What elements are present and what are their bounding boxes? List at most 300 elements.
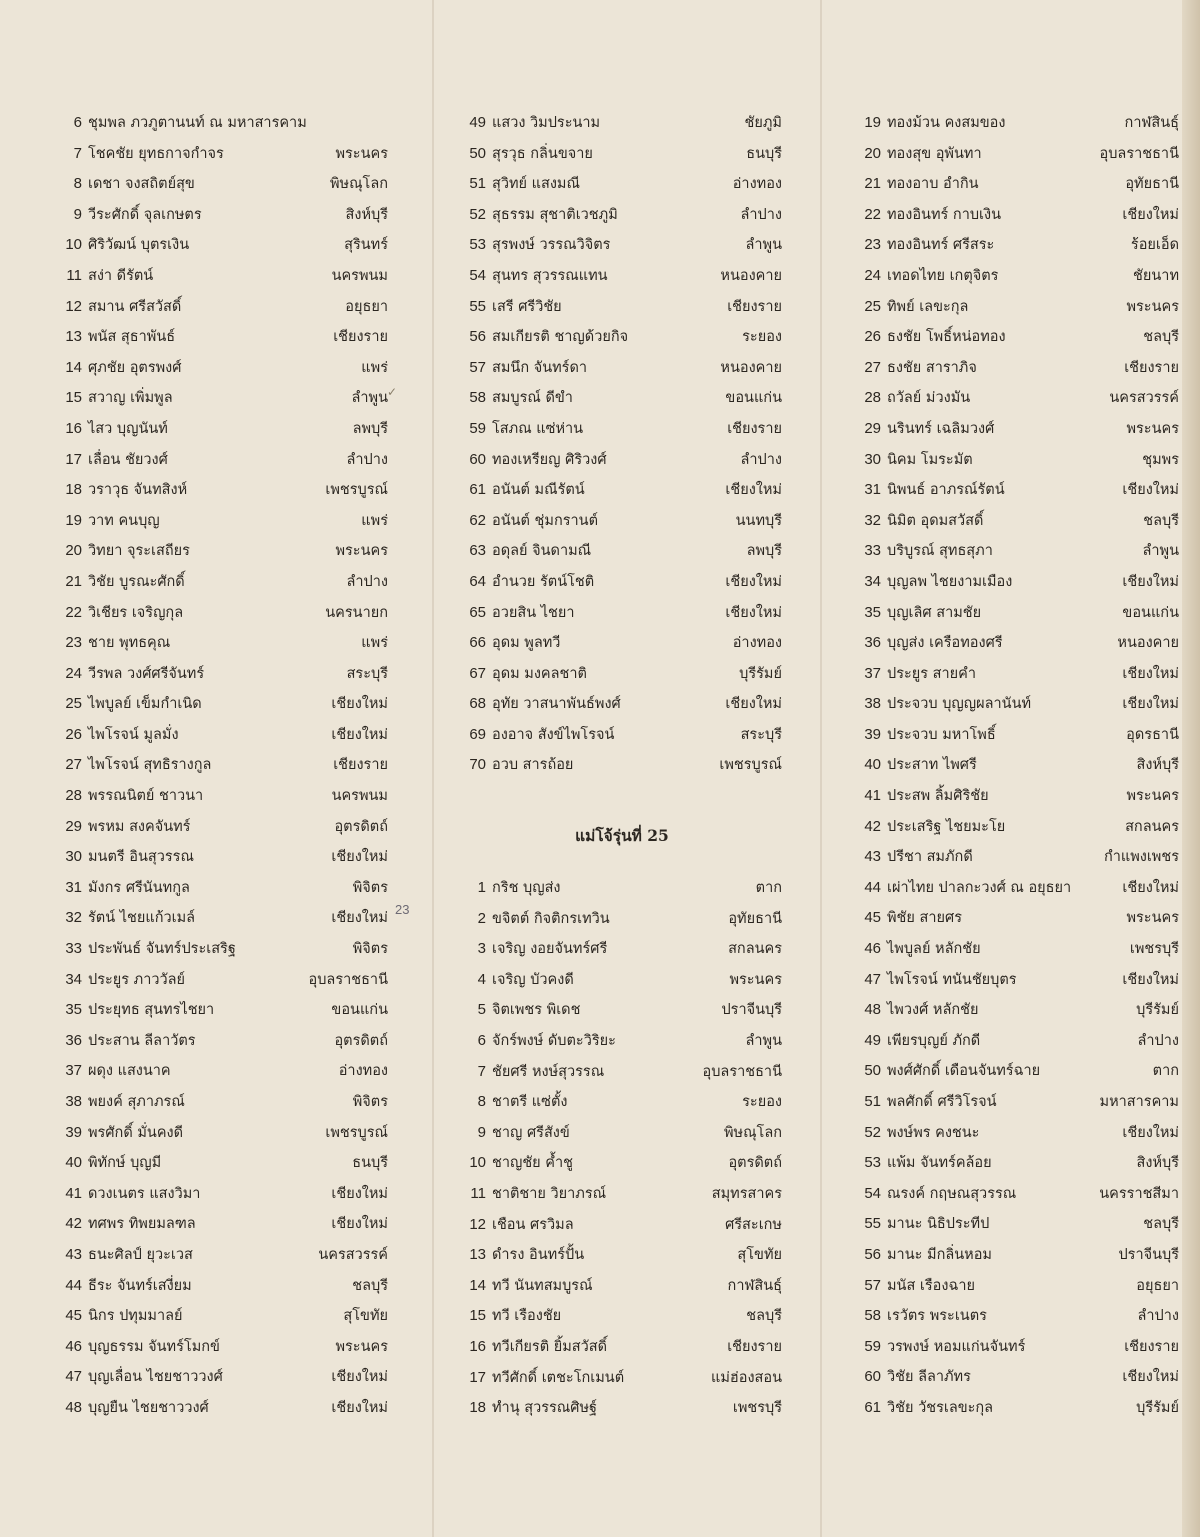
roster-row <box>58 139 388 170</box>
row-number: 61 <box>864 1398 881 1416</box>
roster-row <box>58 200 388 231</box>
roster-row <box>462 1148 782 1179</box>
member-province: ตาก <box>1152 1063 1179 1080</box>
member-name: บริบูรณ์ สุทธสุภา <box>887 543 993 560</box>
roster-row <box>857 200 1179 231</box>
member-province: เพชรบุรี <box>732 1400 782 1417</box>
roster-row <box>462 1026 782 1057</box>
roster-row <box>58 445 388 476</box>
row-number: 29 <box>65 817 82 835</box>
member-province: สระบุรี <box>740 726 782 743</box>
roster-row <box>58 903 388 934</box>
row-number: 21 <box>864 175 881 193</box>
roster-row <box>462 230 782 261</box>
member-province: กำแพงเพชร <box>1103 849 1179 866</box>
member-name: ทำนุ สุวรรณศิษฐ์ <box>492 1400 598 1417</box>
roster-row <box>857 445 1179 476</box>
member-province: กาฬสินธุ์ <box>727 1277 782 1294</box>
member-name: ทวี นันทสมบูรณ์ <box>492 1277 593 1294</box>
row-number: 55 <box>864 1215 881 1233</box>
member-name: ทองอินทร์ ศรีสระ <box>887 237 995 254</box>
member-name: อนันต์ มณีรัตน์ <box>492 482 585 499</box>
row-number: 1 <box>477 879 486 897</box>
member-province: เชียงใหม่ <box>1122 1369 1179 1386</box>
member-province: แพร่ <box>361 512 388 529</box>
row-number: 32 <box>864 511 881 529</box>
member-name: มังกร ศรีนันทกูล <box>88 879 190 896</box>
roster-row <box>462 200 782 231</box>
row-number: 27 <box>65 756 82 774</box>
member-province: เชียงราย <box>727 1338 782 1355</box>
member-province: เพชรบุรี <box>1129 941 1179 958</box>
member-name: อนันต์ ชุ่มกรานต์ <box>492 512 598 529</box>
row-number: 63 <box>469 542 486 560</box>
row-number: 15 <box>65 389 82 407</box>
member-province: นครพนม <box>331 788 388 805</box>
member-province: อุทัยธานี <box>1125 176 1179 193</box>
member-name: สวาญ เพิ่มพูล <box>88 390 173 407</box>
row-number: 54 <box>469 266 486 284</box>
row-number: 35 <box>864 603 881 621</box>
member-name: สุรวุธ กลิ่นขจาย <box>492 145 593 162</box>
member-name: ประจวบ บุญญผลานันท์ <box>887 696 1032 713</box>
member-name: กริช บุญส่ง <box>492 880 561 897</box>
member-province: นครนายก <box>325 604 388 621</box>
member-name: พนัส สุธาพันธ์ <box>88 329 176 346</box>
roster-row <box>857 383 1179 414</box>
member-name: อำนวย รัตน์โชติ <box>492 573 595 590</box>
member-name: ชาญ ศรีสังข์ <box>492 1124 570 1141</box>
row-number: 59 <box>864 1337 881 1355</box>
row-number: 64 <box>469 572 486 590</box>
row-number: 67 <box>469 664 486 682</box>
roster-row <box>58 353 388 384</box>
member-name: เรวัตร พระเนตร <box>887 1308 987 1325</box>
member-province: เชียงใหม่ <box>725 573 782 590</box>
member-province: อุบลราชธานี <box>1099 145 1179 162</box>
row-number: 53 <box>864 1154 881 1172</box>
member-province: พระนคร <box>1126 910 1179 927</box>
member-name: สมนึก จันทร์ดา <box>492 359 588 376</box>
member-name: พยงค์ สุภาภรณ์ <box>88 1094 185 1110</box>
member-province: ร้อยเอ็ด <box>1130 237 1179 254</box>
row-number: 27 <box>864 358 881 376</box>
row-number: 6 <box>477 1032 486 1050</box>
member-name: นิมิต อุดมสวัสดิ์ <box>887 512 984 529</box>
member-province: พระนคร <box>1126 420 1179 437</box>
roster-row <box>58 1179 388 1210</box>
member-name: ไพโรจน์ ทนันชัยบุตร <box>887 971 1017 988</box>
member-name: บุญยืน ไชยชาววงศ์ <box>88 1399 209 1416</box>
row-number: 6 <box>73 114 82 131</box>
member-name: ประยูร ภาววัลย์ <box>88 971 186 988</box>
member-name: อุดม มงคลชาติ <box>492 665 587 682</box>
roster-row <box>58 1393 388 1424</box>
roster-row <box>462 934 782 965</box>
roster-row <box>857 230 1179 261</box>
roster-row <box>857 598 1179 629</box>
member-province: เพชรบูรณ์ <box>719 757 782 774</box>
member-province: เพชรบูรณ์ <box>325 1124 388 1141</box>
row-number: 31 <box>65 878 82 896</box>
member-province: พระนคร <box>335 543 388 560</box>
roster-row <box>857 567 1179 598</box>
row-number: 44 <box>864 878 881 896</box>
member-province: ลำปาง <box>346 573 388 590</box>
member-name: ไพบูลย์ เข็มกำเนิด <box>88 696 202 713</box>
row-number: 14 <box>65 358 82 376</box>
member-name: สุรพงษ์ วรรณวิจิตร <box>492 237 611 254</box>
member-province: สิงห์บุรี <box>1136 1155 1179 1172</box>
member-province: ศรีสะเกษ <box>725 1216 782 1233</box>
member-name: สมาน ศรีสวัสดิ์ <box>88 298 182 315</box>
roster-row <box>58 934 388 965</box>
member-province: เชียงราย <box>333 329 388 346</box>
roster-row <box>857 720 1179 751</box>
roster-row <box>462 506 782 537</box>
row-number: 40 <box>864 756 881 774</box>
row-number: 54 <box>864 1184 881 1202</box>
row-number: 60 <box>469 450 486 468</box>
member-name: ชัยศรี หงษ์สุวรรณ <box>492 1063 605 1080</box>
row-number: 69 <box>469 725 486 743</box>
member-name: ประพันธ์ จันทร์ประเสริฐ <box>88 941 236 958</box>
member-name: บุญเลิศ สามชัย <box>887 604 982 621</box>
member-name: ดวงเนตร แสงวิมา <box>88 1185 201 1202</box>
member-province: เชียงใหม่ <box>1122 1124 1179 1141</box>
member-name: บุญธรรม จันทร์โมกข์ <box>88 1338 220 1355</box>
member-province: ปราจีนบุรี <box>1118 1246 1179 1263</box>
member-province: พระนคร <box>1126 298 1179 315</box>
member-province: เชียงใหม่ <box>331 1399 388 1416</box>
roster-row <box>462 965 782 996</box>
member-province: มหาสารคาม <box>1099 1094 1179 1110</box>
row-number: 48 <box>864 1001 881 1019</box>
row-number: 33 <box>864 542 881 560</box>
row-number: 45 <box>864 909 881 927</box>
member-province: สระบุรี <box>346 665 388 682</box>
roster-row <box>857 1118 1179 1149</box>
roster-row <box>462 567 782 598</box>
row-number: 55 <box>469 297 486 315</box>
row-number: 48 <box>65 1398 82 1416</box>
member-province: อุตรดิตถ์ <box>334 1032 388 1049</box>
row-number: 15 <box>469 1307 486 1325</box>
row-number: 61 <box>469 481 486 499</box>
member-name: วิชัย บูรณะศักดิ์ <box>88 573 185 590</box>
row-number: 10 <box>65 236 82 254</box>
roster-row <box>462 1087 782 1118</box>
member-province: พิจิตร <box>352 1094 388 1110</box>
roster-row <box>857 108 1179 139</box>
row-number: 45 <box>65 1307 82 1325</box>
roster-row <box>58 720 388 751</box>
roster-row <box>857 1056 1179 1087</box>
member-name: ขจิตต์ กิจติกรเทวิน <box>492 910 610 927</box>
roster-row <box>462 995 782 1026</box>
roster-column-right <box>857 108 1179 1424</box>
row-number: 26 <box>65 725 82 743</box>
roster-row <box>462 322 782 353</box>
member-province: สุรินทร์ <box>344 237 388 254</box>
member-province: เชียงราย <box>727 420 782 437</box>
row-number: 49 <box>864 1031 881 1049</box>
member-name: ไพวงศ์ หลักชัย <box>887 1002 979 1019</box>
member-province: พิจิตร <box>352 941 388 958</box>
row-number: 52 <box>864 1123 881 1141</box>
roster-row <box>462 292 782 323</box>
roster-row <box>58 1148 388 1179</box>
row-number: 16 <box>65 419 82 437</box>
member-name: ประจวบ มหาโพธิ์ <box>887 726 996 743</box>
member-name: บุญเลื่อน ไชยชาววงศ์ <box>88 1369 223 1386</box>
member-province: นนทบุรี <box>735 512 782 529</box>
member-province: แพร่ <box>361 359 388 376</box>
roster-row <box>857 934 1179 965</box>
row-number: 17 <box>65 450 82 468</box>
row-number: 29 <box>864 419 881 437</box>
member-province: ชัยนาท <box>1133 267 1179 284</box>
roster-row <box>857 414 1179 445</box>
member-name: ชาติชาย วิยาภรณ์ <box>492 1186 607 1202</box>
roster-row <box>857 995 1179 1026</box>
roster-row <box>58 1301 388 1332</box>
member-name: อดุลย์ จินดามณี <box>492 543 592 560</box>
row-number: 38 <box>864 695 881 713</box>
roster-row <box>58 812 388 843</box>
member-name: ประสาน ลีลาวัตร <box>88 1032 196 1049</box>
roster-row <box>462 139 782 170</box>
member-name: ทวี เรืองชัย <box>492 1308 562 1325</box>
member-province: พิษณุโลก <box>329 176 388 193</box>
member-province: บุรีรัมย์ <box>1136 1002 1179 1019</box>
row-number: 57 <box>864 1276 881 1294</box>
member-province: นครสวรรค์ <box>318 1246 388 1263</box>
member-name: นรินทร์ เฉลิมวงศ์ <box>887 420 995 437</box>
member-name: มนตรี อินสุวรรณ <box>88 849 194 866</box>
member-province: นครสวรรค์ <box>1109 390 1179 407</box>
member-name: ไสว บุญนันท์ <box>88 420 168 437</box>
roster-row <box>462 1057 782 1088</box>
row-number: 20 <box>864 144 881 162</box>
member-name: เดชา จงสถิตย์สุข <box>88 176 195 193</box>
row-number: 38 <box>65 1093 82 1110</box>
member-name: แสวง วิมประนาม <box>492 115 601 131</box>
row-number: 40 <box>65 1154 82 1172</box>
member-name: สุนทร สุวรรณแทน <box>492 267 608 284</box>
roster-row <box>857 506 1179 537</box>
roster-row <box>58 995 388 1026</box>
roster-row <box>462 873 782 904</box>
member-name: ประสาท ไพศรี <box>887 757 977 774</box>
roster-row <box>58 383 388 414</box>
member-province: เชียงราย <box>1124 1338 1179 1355</box>
member-name: ธงชัย สาราภิจ <box>887 359 977 376</box>
member-name: ปรีชา สมภักดี <box>887 849 973 866</box>
member-province: กาฬสินธุ์ <box>1124 115 1179 131</box>
row-number: 39 <box>864 725 881 743</box>
member-name: วราวุธ จันทสิงห์ <box>88 482 188 499</box>
row-number: 11 <box>66 266 82 284</box>
row-number: 46 <box>864 940 881 958</box>
roster-column-left <box>58 108 388 1424</box>
roster-row <box>58 781 388 812</box>
member-province: หนองคาย <box>720 267 782 284</box>
roster-row <box>58 169 388 200</box>
member-name: พงศ์ศักดิ์ เดือนจันทร์ฉาย <box>887 1063 1041 1080</box>
row-number: 33 <box>65 940 82 958</box>
roster-row <box>462 261 782 292</box>
roster-row <box>857 842 1179 873</box>
member-province: ลำปาง <box>740 206 782 223</box>
roster-row <box>462 689 782 720</box>
row-number: 68 <box>469 695 486 713</box>
roster-row <box>58 628 388 659</box>
roster-row <box>58 536 388 567</box>
member-name: พรศักดิ์ มั่นคงดี <box>88 1124 184 1141</box>
row-number: 22 <box>864 205 881 223</box>
member-name: โชคชัย ยุทธกาจกำจร <box>88 145 224 162</box>
member-province: เชียงใหม่ <box>1122 971 1179 988</box>
member-name: พงษ์พร คงชนะ <box>887 1124 980 1141</box>
roster-row <box>857 322 1179 353</box>
roster-row <box>462 1179 782 1210</box>
row-number: 2 <box>477 909 486 927</box>
roster-row <box>857 903 1179 934</box>
member-name: ไพโรจน์ มูลมั่ง <box>88 726 179 743</box>
roster-row <box>462 628 782 659</box>
member-province: ชลบุรี <box>1143 1216 1179 1233</box>
member-name: ทองอาบ อำกิน <box>887 176 979 193</box>
member-province: สมุทรสาคร <box>711 1186 782 1202</box>
member-province: อยุธยา <box>345 298 388 315</box>
row-number: 47 <box>864 970 881 988</box>
member-province: ลำพูน <box>1142 543 1179 560</box>
roster-row <box>857 1087 1179 1118</box>
member-name: พลศักดิ์ ศรีวิโรจน์ <box>887 1094 997 1110</box>
row-number: 25 <box>864 297 881 315</box>
member-province: ขอนแก่น <box>1122 604 1179 621</box>
row-number: 4 <box>477 970 486 988</box>
roster-row <box>58 1362 388 1393</box>
roster-row <box>58 1209 388 1240</box>
member-name: ประสพ ลิ้มศิริชัย <box>887 788 989 805</box>
member-province: พระนคร <box>1126 788 1179 805</box>
member-name: ศิริวัฒน์ บุตรเงิน <box>88 237 190 254</box>
member-name: ทองอินทร์ กาบเงิน <box>887 206 1001 223</box>
row-number: 51 <box>469 175 486 193</box>
roster-row <box>58 1118 388 1149</box>
row-number: 42 <box>65 1215 82 1233</box>
row-number: 49 <box>469 114 486 131</box>
roster-row <box>58 598 388 629</box>
member-province: เชียงราย <box>333 757 388 774</box>
member-province: อุบลราชธานี <box>702 1063 782 1080</box>
roster-row <box>857 1271 1179 1302</box>
member-name: สุธรรม สุชาติเวชภูมิ <box>492 206 618 223</box>
member-name: ชาญชัย ค้ำชู <box>492 1155 573 1172</box>
column-fold-right <box>820 0 822 1537</box>
member-province: เชียงใหม่ <box>331 726 388 743</box>
member-name: จักร์พงษ์ ดับตะวิริยะ <box>492 1033 616 1050</box>
roster-row <box>462 720 782 751</box>
roster-row <box>462 1240 782 1271</box>
row-number: 62 <box>469 511 486 529</box>
roster-row <box>462 383 782 414</box>
member-province: เชียงใหม่ <box>1122 665 1179 682</box>
row-number: 37 <box>65 1062 82 1080</box>
member-province: เชียงใหม่ <box>331 1216 388 1233</box>
member-province: ปราจีนบุรี <box>721 1002 782 1019</box>
roster-list-class-25 <box>462 873 782 1424</box>
member-province: ชลบุรี <box>1143 512 1179 529</box>
roster-row <box>462 445 782 476</box>
row-number: 41 <box>864 787 881 805</box>
member-province: สกลนคร <box>1125 818 1179 835</box>
roster-row <box>58 873 388 904</box>
row-number: 56 <box>864 1245 881 1263</box>
member-province: พระนคร <box>335 1338 388 1355</box>
member-name: วาท คนบุญ <box>88 512 160 529</box>
member-province: ชลบุรี <box>352 1277 388 1294</box>
roster-row <box>857 1301 1179 1332</box>
roster-row <box>462 1393 782 1424</box>
member-name: ประยูร สายคำ <box>887 665 977 682</box>
member-province: เชียงราย <box>727 298 782 315</box>
member-province: ระยอง <box>742 329 782 346</box>
row-number: 34 <box>65 970 82 988</box>
roster-row <box>58 292 388 323</box>
row-number: 41 <box>65 1184 82 1202</box>
member-province: บุรีรัมย์ <box>739 665 782 682</box>
member-name: วิชัย วัชรเลขะกุล <box>887 1399 994 1416</box>
member-province: อ่างทอง <box>732 635 782 652</box>
row-number: 70 <box>469 756 486 774</box>
roster-row <box>857 781 1179 812</box>
roster-row <box>58 1271 388 1302</box>
member-name: พรหม สงคจันทร์ <box>88 818 191 835</box>
member-province: แม่ฮ่องสอน <box>710 1369 782 1386</box>
member-name: เลื่อน ชัยวงศ์ <box>88 451 168 468</box>
member-province: อุตรดิตถ์ <box>334 818 388 835</box>
roster-row <box>462 1210 782 1241</box>
member-province: อ่างทอง <box>732 176 782 193</box>
row-number: 7 <box>477 1062 486 1080</box>
member-name: ถวัลย์ ม่วงมัน <box>887 390 971 407</box>
member-name: โสภณ แซ่ห่าน <box>492 420 584 437</box>
member-name: วีรพล วงศ์ศรีจันทร์ <box>88 665 205 682</box>
row-number: 66 <box>469 634 486 652</box>
member-province: พิษณุโลก <box>723 1124 782 1141</box>
member-province: ชลบุรี <box>746 1308 782 1325</box>
roster-row <box>462 108 782 139</box>
member-name: ชาย พุทธคุณ <box>88 635 171 652</box>
member-name: มานะ นิธิประทีป <box>887 1216 990 1233</box>
row-number: 58 <box>864 1307 881 1325</box>
member-name: องอาจ สังข์ไพโรจน์ <box>492 726 615 743</box>
roster-row <box>857 1240 1179 1271</box>
member-name: รัตน์ ไชยแก้วเมล์ <box>88 910 196 927</box>
member-province: สกลนคร <box>728 941 782 958</box>
roster-row <box>58 1026 388 1057</box>
roster-row <box>58 659 388 690</box>
row-number: 19 <box>864 114 881 131</box>
row-number: 59 <box>469 419 486 437</box>
member-province: เชียงใหม่ <box>1122 206 1179 223</box>
roster-row <box>857 261 1179 292</box>
roster-row <box>58 567 388 598</box>
member-province: อุดรธานี <box>1126 726 1179 743</box>
